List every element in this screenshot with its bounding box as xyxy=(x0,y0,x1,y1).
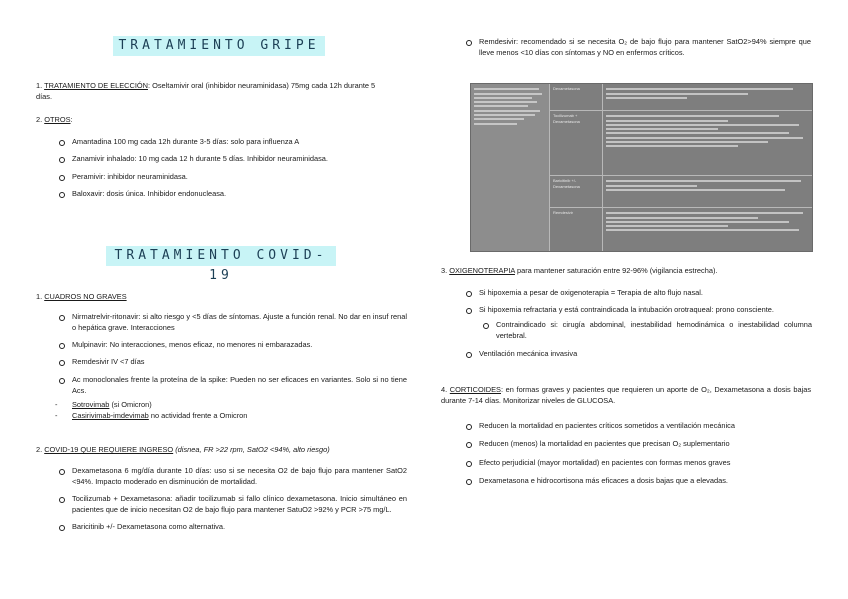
table-row: Tocilizumab + Dexametasona xyxy=(550,111,603,175)
list-item: - Casirivimab-imdevimab no actividad frente a Omicron xyxy=(72,410,407,421)
covid-s1-heading: CUADROS NO GRAVES xyxy=(44,292,127,301)
gripe-section-1: 1. TRATAMIENTO DE ELECCIÓN: Oseltamivir oral (inhibidor neuraminidasa) 75mg cada 12h durante 5 días. xyxy=(36,81,376,102)
list-item: Peramivir: inhibidor neuraminidasa. xyxy=(72,171,402,182)
gripe-otros-list xyxy=(72,136,402,207)
list-item: Ventilación mecánica invasiva xyxy=(479,348,812,359)
covid-section-2: 2. COVID-19 QUE REQUIERE INGRESO (disnea, FR >22 rpm, SatO2 <94%, alto riesgo) xyxy=(36,445,330,454)
covid-section-3: 3. OXIGENOTERAPIA para mantener saturación entre 92-96% (vigilancia estrecha). xyxy=(441,266,718,275)
gripe-s2-heading: OTROS xyxy=(44,115,71,124)
gripe-s1-heading: TRATAMIENTO DE ELECCIÓN xyxy=(44,81,148,90)
corticoides-list xyxy=(479,420,814,494)
list-item: Amantadina 100 mg cada 12h durante 3-5 días: solo para influenza A xyxy=(72,136,402,147)
list-item: Contraindicado si: cirugía abdominal, inestabilidad hemodinámica o inestabilidad columna vertebral. xyxy=(496,319,812,341)
list-item: Si hipoxemia a pesar de oxigenoterapia = Terapia de alto flujo nasal. xyxy=(479,287,812,298)
table-row: Baricitinib +/- Dexametasona xyxy=(550,176,603,207)
table-row: Remdesivir xyxy=(550,208,603,251)
covid-s4-heading: CORTICOIDES xyxy=(449,385,501,394)
list-item: Mulpinavir: No interacciones, menos eficaz, no menores ni embarazadas. xyxy=(72,339,407,350)
list-item: Remdesivir IV <7 días xyxy=(72,356,407,367)
list-item: Dexametasona 6 mg/día durante 10 días: uso si se necesita O2 de bajo flujo para mantener SatO2 <94%. Impacto moderado en disminución de mortalidad. xyxy=(72,466,407,487)
list-item: Tocilizumab + Dexametasona: añadir tocilizumab si fallo clínico dexametasona. Inicio simultáneo en pacientes que de inicio necesitan O2 de bajo flujo para mantener SatuO2 >92% y PCR >75 mg/L. xyxy=(72,493,407,515)
oxigeno-list xyxy=(479,287,812,366)
table-row: Dexametasona xyxy=(550,84,603,110)
list-item: Dexametasona e hidrocortisona más eficaces a dosis bajas que a elevadas. xyxy=(479,475,814,486)
covid-no-graves-list xyxy=(72,311,407,429)
treatment-table-image xyxy=(470,83,813,252)
list-item: Remdesivir: recomendado si se necesita O₂ de bajo flujo para mantener SatO2>94% siempre que lleve menos <10 días con síntomas y NO en enfermos críticos. xyxy=(479,37,811,58)
covid-ingreso-list xyxy=(72,465,407,539)
list-item: Ac monoclonales frente la proteína de la spike: Pueden no ser eficaces en variantes. Solo si no tiene Acs. - Sotrovimab (si Omicron) - Casirivimab-imdevimab no actividad frente a Omicron xyxy=(72,374,407,422)
list-item: Reducen la mortalidad en pacientes críticos sometidos a ventilación mecánica xyxy=(479,420,814,431)
gripe-section-2: 2. OTROS: xyxy=(36,115,73,124)
list-item: - Sotrovimab (si Omicron) xyxy=(72,399,407,410)
gripe-title: TRATAMIENTO GRIPE xyxy=(113,36,325,56)
list-item: Nirmatrelvir-ritonavir: si alto riesgo y <5 días de síntomas. Ajuste a función renal. No dar en insuf renal o hepática grave. Interacciones xyxy=(72,312,407,333)
covid-s3-heading: OXIGENOTERAPIA xyxy=(449,266,515,275)
covid-section-1: 1. CUADROS NO GRAVES xyxy=(36,292,127,301)
antibody-sublist xyxy=(72,399,407,422)
list-item: Baricitinib +/- Dexametasona como alternativa. xyxy=(72,521,407,532)
table-left-cell xyxy=(471,84,550,251)
list-item: Zanamivir inhalado: 10 mg cada 12 h durante 5 días. Inhibidor neuraminidasa. xyxy=(72,153,402,164)
list-item: Baloxavir: dosis única. Inhibidor endonucleasa. xyxy=(72,188,402,199)
list-item: Efecto perjudicial (mayor mortalidad) en pacientes con formas menos graves xyxy=(479,457,814,468)
covid-title: TRATAMIENTO COVID-19 xyxy=(106,246,336,266)
list-item: Reducen (menos) la mortalidad en pacientes que precisan O₂ suplementario xyxy=(479,438,814,449)
list-item: Si hipoxemia refractaria y está contraindicada la intubación orotraqueal: prono consciente. Contraindicado si: cirugía abdominal, inestabilidad hemodinámica o inestabilidad columna vertebral. xyxy=(479,305,812,341)
covid-section-4: 4. CORTICOIDES: en formas graves y pacientes que requieren un aporte de O₂, Dexametasona a dosis bajas durante 7-14 días. Monitorizar niveles de GLUCOSA. xyxy=(441,385,812,406)
remdesivir-list xyxy=(479,36,811,66)
contraindicado-sublist xyxy=(496,319,812,342)
covid-s2-heading: COVID-19 QUE REQUIERE INGRESO xyxy=(44,445,174,454)
